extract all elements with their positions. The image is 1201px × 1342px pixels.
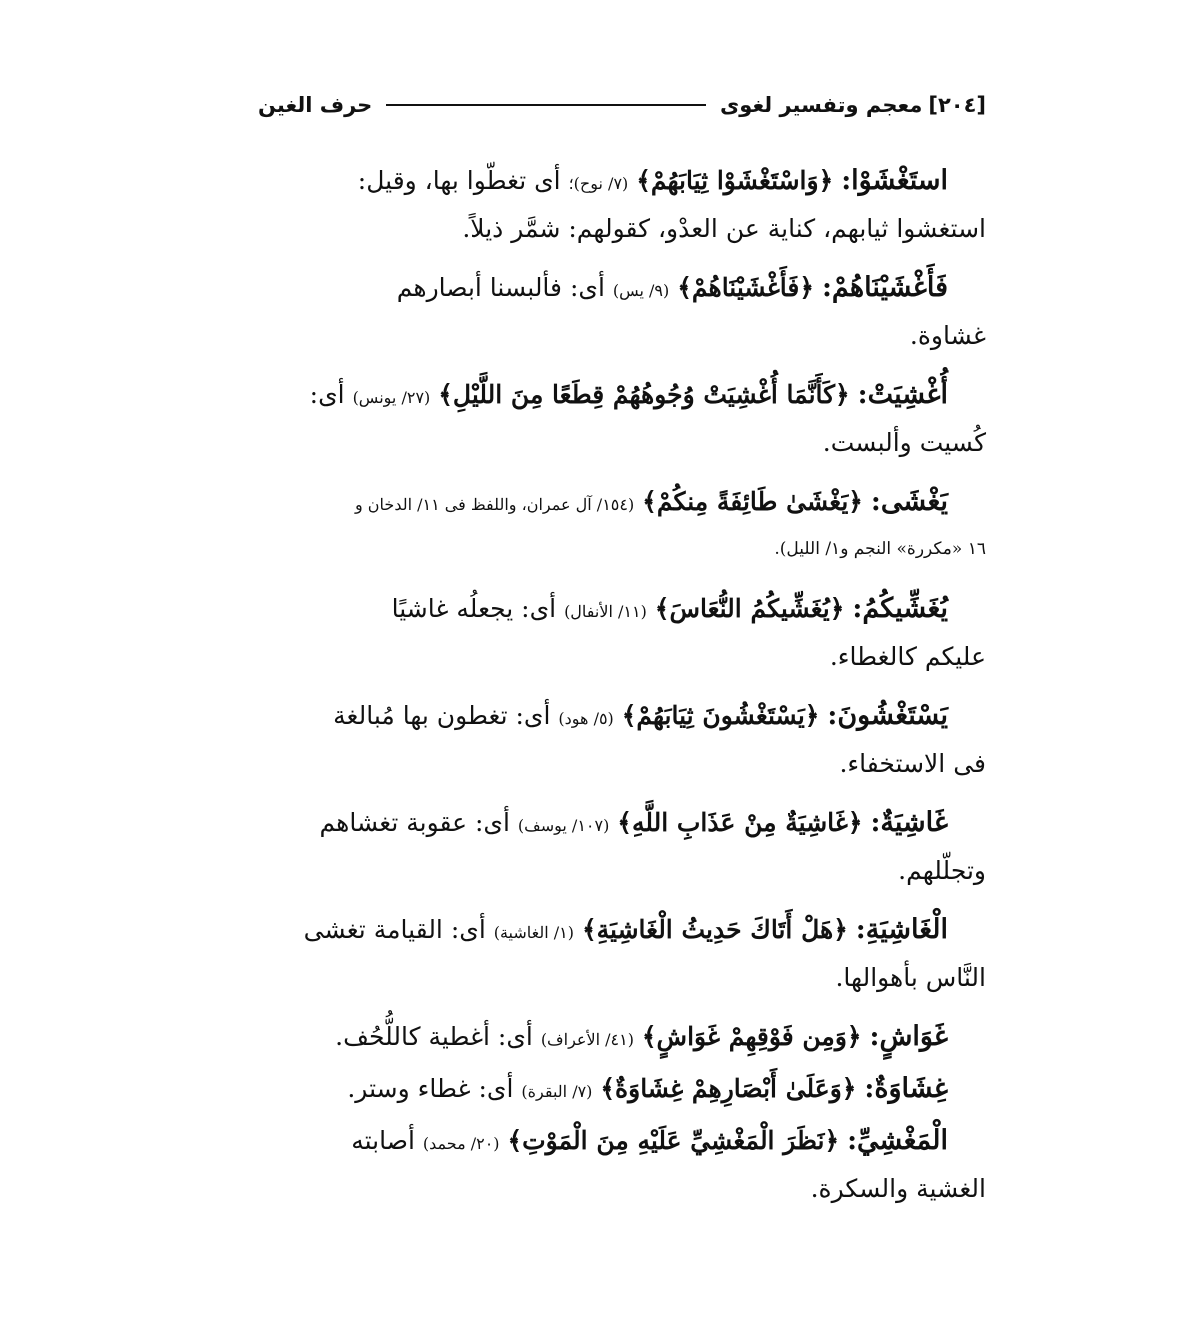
entry-verse: ﴿هَلْ أَتَاكَ حَدِيثُ الْغَاشِيَةِ﴾	[581, 915, 848, 944]
entry-verse: ﴿وَاسْتَغْشَوْا ثِيَابَهُمْ﴾	[636, 166, 834, 195]
entry-gloss: أى:	[309, 380, 345, 409]
entry-ghashiyatun	[258, 800, 986, 893]
entry-gloss: أى: تغطون بها مُبالغة	[333, 701, 551, 730]
entry-yaghsha	[258, 479, 986, 572]
entry-continuation: عليكم كالغطاء.	[829, 642, 986, 671]
entry-headword: الْغَاشِيَةِ:	[855, 914, 948, 945]
entry-reference: (٢٧/ يونس)	[352, 388, 431, 407]
header-section: حرف الغين	[258, 93, 373, 117]
entry-verse: ﴿كَأَنَّمَا أُغْشِيَتْ وُجُوهُهُمْ قِطَعًا مِنَ اللَّيْلِ﴾	[438, 380, 850, 409]
entry-headword: الْمَغْشِيِّ:	[847, 1125, 948, 1156]
entry-gloss: أى: عقوبة تغشاهم	[319, 808, 510, 837]
header-rule	[386, 104, 706, 106]
entry-reference: (١١/ الأنفال)	[564, 602, 647, 621]
entry-continuation: غشاوة.	[909, 321, 986, 350]
entry-verse: ﴿يُغَشِّيكُمُ النُّعَاسَ﴾	[654, 594, 845, 623]
entry-first-line	[258, 800, 986, 848]
entry-verse: ﴿غَاشِيَةٌ مِنْ عَذَابِ اللَّهِ﴾	[617, 808, 863, 837]
header-book-title: معجم وتفسير لغوى	[720, 93, 923, 117]
entry-reference: (٤١/ الأعراف)	[540, 1030, 634, 1049]
dictionary-entries	[258, 158, 986, 1225]
entry-continuation: النَّاس بأهوالها.	[835, 963, 986, 992]
entry-gloss: أى: غطاء وستر.	[347, 1074, 514, 1103]
entry-headword: يَسْتَغْشُونَ:	[827, 700, 948, 731]
entry-gloss: أى: القيامة تغشى	[303, 915, 486, 944]
entry-first-line	[258, 1014, 986, 1062]
entry-verse: ﴿وَعَلَىٰ أَبْصَارِهِمْ غِشَاوَةٌ﴾	[600, 1074, 857, 1103]
entry-continuation: استغشوا ثيابهم، كناية عن العدْو، كقولهم: شمَّر ذيلاً.	[462, 214, 986, 243]
entry-headword: غَوَاشٍ:	[869, 1021, 948, 1052]
entry-first-line	[258, 479, 986, 527]
entry-headword: يَغْشَى:	[870, 486, 948, 517]
entry-verse: ﴿يَغْشَىٰ طَائِفَةً مِنكُمْ﴾	[642, 487, 863, 516]
entry-first-line	[258, 586, 986, 634]
entry-yughashshikum	[258, 586, 986, 679]
entry-headword: غَاشِيَةٌ:	[870, 807, 948, 838]
entry-first-line	[258, 158, 986, 206]
entry-headword: استَغْشَوْا:	[841, 165, 948, 196]
entry-yastaghshun	[258, 693, 986, 786]
entry-ughshiyat	[258, 372, 986, 465]
entry-first-line	[258, 1118, 986, 1166]
entry-reference: (١٠٧/ يوسف)	[517, 816, 610, 835]
entry-verse: ﴿يَسْتَغْشُونَ ثِيَابَهُمْ﴾	[621, 701, 820, 730]
running-header	[258, 88, 986, 122]
entry-first-line	[258, 693, 986, 741]
entry-headword: أُغْشِيَتْ:	[857, 379, 948, 410]
entry-reference: (٩/ يس)	[612, 281, 670, 300]
entry-first-line	[258, 372, 986, 420]
entry-verse: ﴿نَظَرَ الْمَغْشِيِّ عَلَيْهِ مِنَ الْمَوْتِ﴾	[507, 1126, 840, 1155]
entry-gloss: أى: فألبسنا أبصارهم	[396, 273, 605, 302]
entry-continuation: كُسيت وألبست.	[822, 428, 986, 457]
entry-verse: ﴿فَأَغْشَيْنَاهُمْ﴾	[677, 273, 814, 302]
entry-gloss: أى: يجعلُه غاشيًا	[391, 594, 557, 623]
entry-ghawash	[258, 1014, 986, 1062]
entry-reference: (٧/ نوح)؛	[568, 174, 629, 193]
entry-first-line	[258, 265, 986, 313]
entry-reference: (٧/ البقرة)	[521, 1082, 593, 1101]
entry-first-line	[258, 907, 986, 955]
entry-first-line	[258, 1066, 986, 1114]
header-page-number: [٢٠٤]	[928, 93, 986, 117]
entry-headword: غِشَاوَةٌ:	[864, 1073, 948, 1104]
entry-headword: فَأَغْشَيْنَاهُمْ:	[821, 272, 948, 303]
entry-gloss: أى تغطّوا بها، وقيل:	[357, 166, 561, 195]
entry-continuation: فى الاستخفاء.	[839, 749, 986, 778]
entry-headword: يُغَشِّيكُمُ:	[852, 593, 948, 624]
entry-faaghshaynahum	[258, 265, 986, 358]
entry-gloss: أصابته	[351, 1126, 415, 1155]
entry-ghishawah	[258, 1066, 986, 1114]
entry-verse: ﴿وَمِن فَوْقِهِمْ غَوَاشٍ﴾	[641, 1022, 862, 1051]
entry-alghashiyah	[258, 907, 986, 1000]
entry-continuation: ١٦ «مكررة» النجم و١/ الليل).	[774, 539, 986, 559]
entry-almaghshiyy	[258, 1118, 986, 1211]
entry-reference: (٢٠/ محمد)	[422, 1134, 500, 1153]
entry-continuation: الغشية والسكرة.	[810, 1174, 986, 1203]
entry-gloss: أى: أغطية كاللُّحُف.	[335, 1022, 533, 1051]
entry-continuation: وتجلّلهم.	[898, 856, 986, 885]
entry-reference: (٥/ هود)	[558, 709, 614, 728]
entry-reference: (١٥٤/ آل عمران، واللفظ فى ١١/ الدخان و	[354, 495, 635, 514]
entry-reference: (١/ الغاشية)	[493, 923, 575, 942]
entry-istaghshaw	[258, 158, 986, 251]
